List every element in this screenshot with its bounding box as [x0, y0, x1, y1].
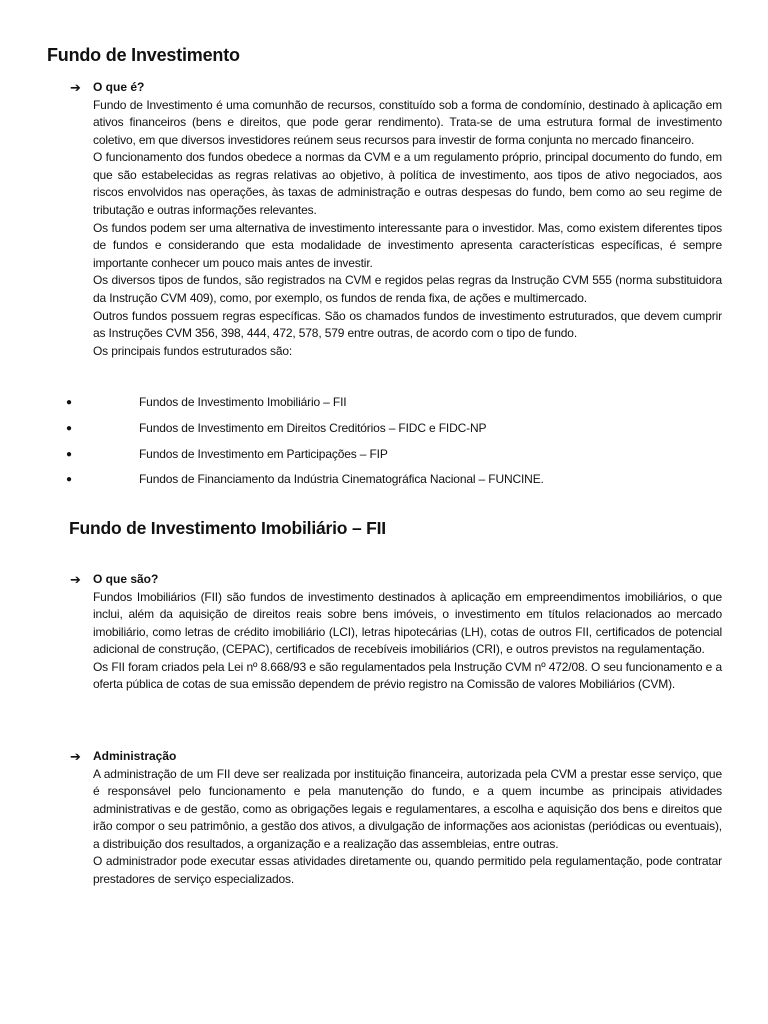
section-heading: ➔ O que é? [70, 80, 145, 95]
bullet-icon: ● [66, 422, 72, 434]
paragraph: O funcionamento dos fundos obedece a normas da CVM e a um regulamento próprio, principal documento do fundo, em que são estabelecidas as regras relativas ao objetivo, à política de investimento, aos tipos de ativo negociados, aos riscos envolvidos nas operações, às taxas de administração e outras despesas do fundo, bem como ao seu regime de tributação e outras informações relevantes. [93, 150, 722, 218]
paragraph: O administrador pode executar essas atividades diretamente ou, quando permitido pela regulamentação, pode contratar prestadores de serviço especializados. [93, 854, 722, 887]
paragraph: Outros fundos possuem regras específicas. São os chamados fundos de investimento estruturados, que devem cumprir as Instruções CVM 356, 398, 444, 472, 578, 579 entre outras, de acordo com o tipo de fundo. [93, 308, 722, 341]
page-title: Fundo de Investimento [47, 45, 240, 65]
paragraph: Os principais fundos estruturados são: [93, 343, 293, 358]
arrow-right-icon: ➔ [70, 572, 81, 587]
paragraph: Os diversos tipos de fundos, são registrados na CVM e regidos pelas regras da Instrução CVM 555 (norma substituidora da Instrução CVM 409), como, por exemplo, os fundos de renda fixa, de ações e multimercado. [93, 273, 722, 306]
section-body [93, 97, 722, 361]
list-item: ● Fundos de Financiamento da Indústria Cinematográfica Nacional – FUNCINE. [66, 472, 544, 487]
paragraph: Fundos Imobiliários (FII) são fundos de investimento destinados à aplicação em empreendimentos imobiliários, o que inclui, além da aquisição de direitos reais sobre bens imóveis, o investimento em títulos relacionados ao mercado imobiliário, como letras de crédito imobiliário (LCI), letras hipotecárias (LH), cotas de outros FII, certificados de potencial adicional de construção, (CEPAC), certificados de recebíveis imobiliários (CRI), e outros previstos na regulamentação. [93, 589, 722, 657]
section-body [93, 766, 722, 889]
paragraph: Os fundos podem ser uma alternativa de investimento interessante para o investidor. Mas, como existem diferentes tipos de fundos e considerando que esta modalidade de investimento apresenta características específicas, é sempre importante conhecer um pouco mais antes de investir. [93, 220, 722, 270]
section-heading: ➔ Administração [70, 749, 177, 764]
bullet-icon: ● [66, 397, 72, 408]
section-administration [70, 748, 722, 889]
structured-funds-list [66, 394, 686, 497]
list-item: ● Fundos de Investimento Imobiliário – FII [66, 395, 347, 409]
list-item: ● Fundos de Investimento em Participações – FIP [66, 446, 388, 461]
paragraph: Fundo de Investimento é uma comunhão de recursos, constituído sob a forma de condomínio, destinado à aplicação em ativos financeiros (bens e direitos, que pode gerar rendimento). Trata-se de uma estrutura formal de investimento coletivo, em que diversos investidores reúnem seus recursos para investir de forma conjunta no mercado financeiro. [93, 97, 722, 147]
list-item: ● Fundos de Investimento em Direitos Creditórios – FIDC e FIDC-NP [66, 420, 487, 435]
bullet-icon: ● [66, 448, 72, 460]
arrow-right-icon: ➔ [70, 80, 81, 95]
section-title-fii: Fundo de Investimento Imobiliário – FII [69, 518, 386, 538]
bullet-icon: ● [66, 474, 72, 486]
paragraph: A administração de um FII deve ser realizada por instituição financeira, autorizada pela CVM a prestar esse serviço, que é responsável pelo funcionamento e pela manutenção do fundo, e a quem incumbe as principais atividades administrativas e de gestão, como as obrigações legais e regulamentares, a escolha e aquisição dos bens e direitos que irão compor o seu patrimônio, a gestão dos ativos, a divulgação de informações aos acionistas (periódicas ou eventuais), a distribuição dos resultados, a organização e a realização das assembleias, entre outras. [93, 766, 722, 851]
section-heading: ➔ O que são? [70, 572, 159, 587]
arrow-right-icon: ➔ [70, 749, 81, 764]
section-what-are [70, 571, 722, 694]
section-what-is [70, 79, 722, 360]
paragraph: Os FII foram criados pela Lei nº 8.668/93 e são regulamentados pela Instrução CVM nº 472/08. O seu funcionamento e a oferta pública de cotas de sua emissão dependem de prévio registro na Comissão de valores Mobiliários (CVM). [93, 659, 722, 692]
section-body [93, 589, 722, 695]
